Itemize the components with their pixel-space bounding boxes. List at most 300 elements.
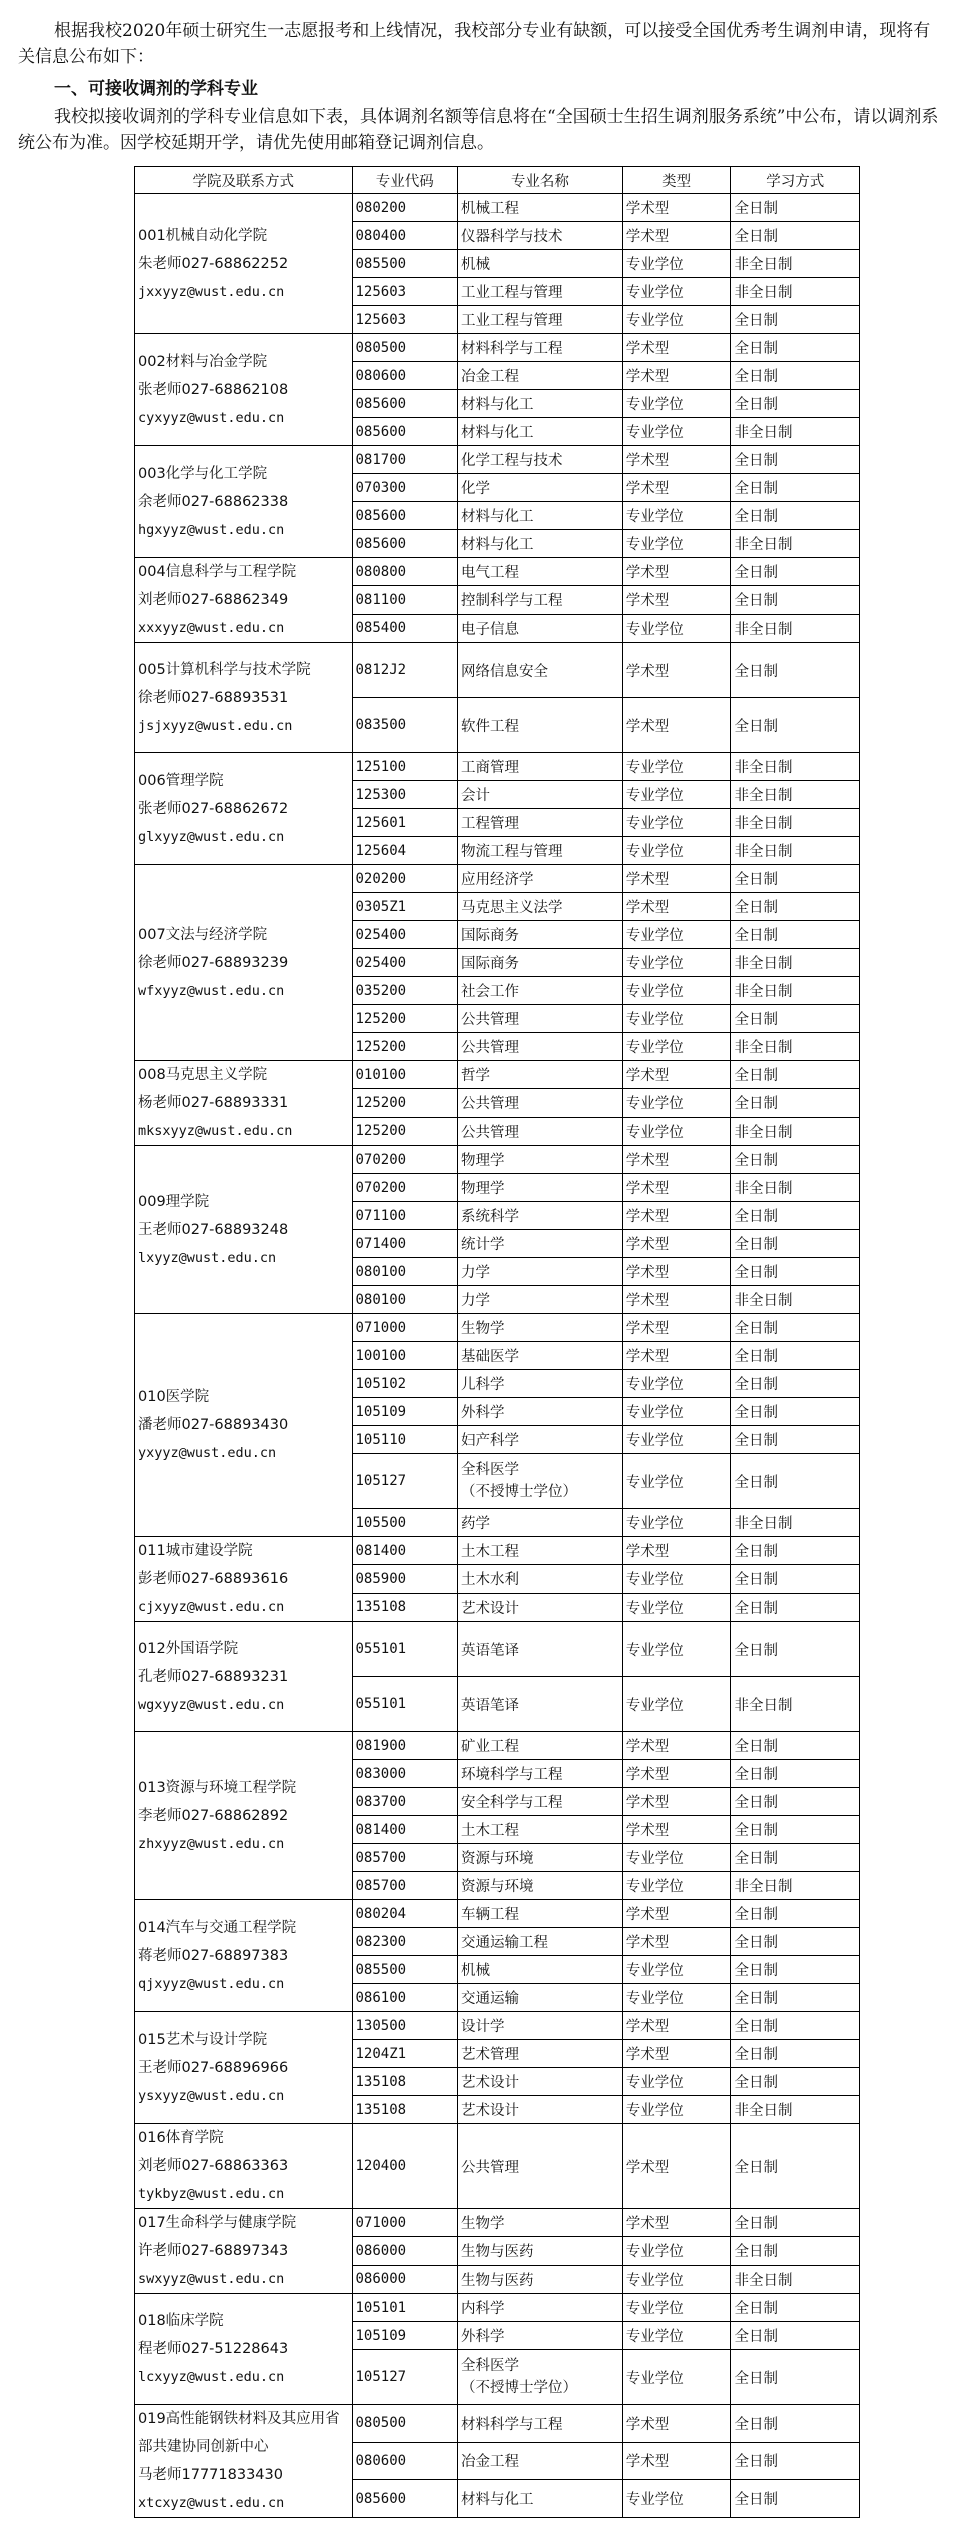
college-contact-cell — [135, 1900, 353, 2012]
major-type-cell: 专业学位 — [622, 1454, 731, 1509]
major-code-cell: 080100 — [352, 1258, 457, 1286]
major-code-cell: 081900 — [352, 1732, 457, 1760]
major-type-cell: 专业学位 — [622, 1872, 731, 1900]
study-mode-cell: 全日制 — [731, 1230, 860, 1258]
major-code-cell: 070300 — [352, 474, 457, 502]
major-name-cell: 公共管理 — [457, 1117, 622, 1145]
college-name: 006管理学院 — [138, 772, 224, 789]
major-name-cell: 交通运输 — [457, 1984, 622, 2012]
major-type-cell: 学术型 — [622, 698, 731, 753]
contact-email[interactable]: lxyyz@wust.edu.cn — [138, 1249, 277, 1266]
major-type-cell: 专业学位 — [622, 977, 731, 1005]
college-contact-cell — [135, 1537, 353, 1622]
major-code-cell: 085600 — [352, 390, 457, 418]
major-code-cell: 085500 — [352, 250, 457, 278]
major-name-cell: 艺术设计 — [457, 2096, 622, 2124]
major-type-cell: 专业学位 — [622, 949, 731, 977]
major-name-cell: 哲学 — [457, 1061, 622, 1089]
major-code-cell: 071100 — [352, 1202, 457, 1230]
major-type-cell: 学术型 — [622, 2012, 731, 2040]
major-type-cell: 学术型 — [622, 1732, 731, 1760]
major-code-cell: 125604 — [352, 837, 457, 865]
major-name-cell: 生物学 — [457, 2209, 622, 2237]
major-type-cell: 学术型 — [622, 362, 731, 390]
contact-email[interactable]: hgxyyz@wust.edu.cn — [138, 521, 285, 538]
major-name-cell: 材料与化工 — [457, 2480, 622, 2518]
table-row — [135, 753, 860, 781]
major-name-cell: 电子信息 — [457, 614, 622, 642]
study-mode-cell: 全日制 — [731, 1146, 860, 1174]
study-mode-cell: 全日制 — [731, 194, 860, 222]
contact-phone: 张老师027-68862672 — [138, 800, 289, 817]
major-type-cell: 学术型 — [622, 1174, 731, 1202]
study-mode-cell: 全日制 — [731, 1760, 860, 1788]
contact-email[interactable]: cyxyyz@wust.edu.cn — [138, 409, 285, 426]
major-name-cell: 化学工程与技术 — [457, 446, 622, 474]
college-contact-cell — [135, 2209, 353, 2294]
study-mode-cell: 全日制 — [731, 2237, 860, 2265]
major-name-cell: 国际商务 — [457, 921, 622, 949]
study-mode-cell: 全日制 — [731, 1061, 860, 1089]
major-type-cell: 学术型 — [622, 1314, 731, 1342]
major-type-cell: 学术型 — [622, 1816, 731, 1844]
table-row — [135, 2405, 860, 2443]
contact-email[interactable]: glxyyz@wust.edu.cn — [138, 828, 285, 845]
contact-email[interactable]: zhxyyz@wust.edu.cn — [138, 1835, 285, 1852]
study-mode-cell: 全日制 — [731, 586, 860, 614]
study-mode-cell: 全日制 — [731, 502, 860, 530]
major-code-cell: 071000 — [352, 1314, 457, 1342]
major-type-cell: 学术型 — [622, 865, 731, 893]
study-mode-cell: 全日制 — [731, 1370, 860, 1398]
college-name: 016体育学院 — [138, 2130, 224, 2146]
major-code-cell: 070200 — [352, 1174, 457, 1202]
major-code-cell: 085600 — [352, 418, 457, 446]
major-type-cell: 学术型 — [622, 222, 731, 250]
study-mode-cell: 全日制 — [731, 2405, 860, 2443]
major-code-cell: 010100 — [352, 1061, 457, 1089]
contact-email[interactable]: ysxyyz@wust.edu.cn — [138, 2087, 285, 2104]
major-name-cell: 设计学 — [457, 2012, 622, 2040]
major-type-cell: 专业学位 — [622, 1033, 731, 1061]
contact-phone: 孔老师027-68893231 — [138, 1668, 289, 1685]
contact-email[interactable]: xtcxyz@wust.edu.cn — [138, 2495, 285, 2511]
major-type-cell: 学术型 — [622, 2405, 731, 2443]
major-code-cell: 085600 — [352, 502, 457, 530]
intro-paragraph: 根据我校2020年硕士研究生一志愿报考和上线情况，我校部分专业有缺额，可以接受全国优秀考生调剂申请，现将有关信息公布如下： — [18, 21, 931, 67]
major-name-cell: 系统科学 — [457, 1202, 622, 1230]
major-name-cell: 网络信息安全 — [457, 643, 622, 698]
major-code-cell: 081100 — [352, 586, 457, 614]
major-name-cell: 社会工作 — [457, 977, 622, 1005]
major-type-cell: 学术型 — [622, 1537, 731, 1565]
major-code-cell: 081700 — [352, 446, 457, 474]
major-type-cell: 学术型 — [622, 1230, 731, 1258]
contact-email[interactable]: jsjxyyz@wust.edu.cn — [138, 717, 293, 734]
college-name: 013资源与环境工程学院 — [138, 1779, 297, 1796]
major-name-cell: 公共管理 — [457, 1033, 622, 1061]
major-code-cell: 100100 — [352, 1342, 457, 1370]
major-code-cell: 125200 — [352, 1005, 457, 1033]
contact-phone: 彭老师027-68893616 — [138, 1571, 289, 1587]
college-name: 017生命科学与健康学院 — [138, 2215, 297, 2231]
major-code-cell: 055101 — [352, 1677, 457, 1732]
study-mode-cell: 全日制 — [731, 1928, 860, 1956]
major-name-cell: 控制科学与工程 — [457, 586, 622, 614]
major-type-cell: 专业学位 — [622, 1677, 731, 1732]
major-name-cell: 物流工程与管理 — [457, 837, 622, 865]
college-contact-cell — [135, 446, 353, 558]
major-type-cell: 专业学位 — [622, 1984, 731, 2012]
major-type-cell: 专业学位 — [622, 306, 731, 334]
table-row — [135, 2209, 860, 2237]
contact-email[interactable]: jxxyyz@wust.edu.cn — [138, 283, 285, 300]
contact-phone: 王老师027-68896966 — [138, 2059, 289, 2076]
major-name-cell: 英语笔译 — [457, 1677, 622, 1732]
major-code-cell: 025400 — [352, 949, 457, 977]
study-mode-cell: 全日制 — [731, 390, 860, 418]
major-type-cell: 学术型 — [622, 1928, 731, 1956]
contact-phone: 徐老师027-68893531 — [138, 689, 289, 706]
section-paragraph: 我校拟接收调剂的学科专业信息如下表，具体调剂名额等信息将在“全国硕士生招生调剂服务系统”中公布，请以调剂系统公布为准。因学校延期开学，请优先使用邮箱登记调剂信息。 — [18, 107, 939, 153]
study-mode-cell: 全日制 — [731, 446, 860, 474]
major-name-cell: 工业工程与管理 — [457, 306, 622, 334]
study-mode-cell: 全日制 — [731, 1732, 860, 1760]
contact-phone: 徐老师027-68893239 — [138, 954, 289, 971]
contact-email[interactable]: yxyyz@wust.edu.cn — [138, 1445, 277, 1461]
contact-phone: 朱老师027-68862252 — [138, 255, 289, 272]
major-name-cell: 会计 — [457, 781, 622, 809]
major-name-cell: 内科学 — [457, 2294, 622, 2322]
major-name-cell: 安全科学与工程 — [457, 1788, 622, 1816]
study-mode-cell: 全日制 — [731, 306, 860, 334]
major-type-cell: 专业学位 — [622, 1844, 731, 1872]
contact-email[interactable]: mksxyyz@wust.edu.cn — [138, 1123, 293, 1139]
major-name-cell: 化学 — [457, 474, 622, 502]
major-code-cell: 083500 — [352, 698, 457, 753]
major-code-cell: 020200 — [352, 865, 457, 893]
study-mode-cell: 全日制 — [731, 474, 860, 502]
major-code-cell: 085600 — [352, 2480, 457, 2518]
college-contact-cell — [135, 643, 353, 753]
study-mode-cell: 非全日制 — [731, 1872, 860, 1900]
study-mode-cell: 非全日制 — [731, 614, 860, 642]
major-name-cell: 仪器科学与技术 — [457, 222, 622, 250]
contact-phone: 许老师027-68897343 — [138, 2243, 289, 2259]
major-type-cell: 学术型 — [622, 2040, 731, 2068]
study-mode-cell: 全日制 — [731, 2294, 860, 2322]
contact-phone: 杨老师027-68893331 — [138, 1095, 289, 1111]
major-code-cell: 125603 — [352, 278, 457, 306]
major-code-cell: 130500 — [352, 2012, 457, 2040]
major-name-cell: 力学 — [457, 1258, 622, 1286]
contact-phone: 李老师027-68862892 — [138, 1807, 289, 1824]
table-row — [135, 558, 860, 586]
contact-phone: 王老师027-68893248 — [138, 1221, 289, 1238]
study-mode-cell: 全日制 — [731, 1454, 860, 1509]
major-code-cell: 086000 — [352, 2237, 457, 2265]
table-row — [135, 2012, 860, 2040]
major-name-cell: 电气工程 — [457, 558, 622, 586]
major-type-cell: 专业学位 — [622, 2350, 731, 2405]
study-mode-cell: 非全日制 — [731, 1174, 860, 1202]
major-code-cell: 055101 — [352, 1622, 457, 1677]
major-code-cell: 080100 — [352, 1286, 457, 1314]
major-name-cell: 全科医学 （不授博士学位） — [457, 2350, 622, 2405]
study-mode-cell: 全日制 — [731, 2040, 860, 2068]
contact-email[interactable]: xxxyyz@wust.edu.cn — [138, 620, 285, 636]
major-type-cell: 专业学位 — [622, 1370, 731, 1398]
study-mode-cell: 全日制 — [731, 2068, 860, 2096]
major-type-cell: 专业学位 — [622, 837, 731, 865]
study-mode-cell: 全日制 — [731, 893, 860, 921]
major-code-cell: 105109 — [352, 2322, 457, 2350]
college-name: 012外国语学院 — [138, 1640, 239, 1657]
contact-phone: 刘老师027-68862349 — [138, 592, 289, 608]
major-type-cell: 学术型 — [622, 643, 731, 698]
major-name-cell: 基础医学 — [457, 1342, 622, 1370]
college-contact-cell — [135, 865, 353, 1061]
major-type-cell: 专业学位 — [622, 753, 731, 781]
study-mode-cell: 非全日制 — [731, 809, 860, 837]
table-row — [135, 1061, 860, 1089]
college-name: 015艺术与设计学院 — [138, 2031, 268, 2048]
major-code-cell: 086000 — [352, 2265, 457, 2293]
major-code-cell: 1204Z1 — [352, 2040, 457, 2068]
major-code-cell: 125100 — [352, 753, 457, 781]
study-mode-cell: 全日制 — [731, 2350, 860, 2405]
contact-email[interactable]: cjxyyz@wust.edu.cn — [138, 1599, 285, 1615]
major-name-cell: 冶金工程 — [457, 362, 622, 390]
major-type-cell: 专业学位 — [622, 1398, 731, 1426]
study-mode-cell: 非全日制 — [731, 1509, 860, 1537]
major-type-cell: 专业学位 — [622, 390, 731, 418]
college-name: 007文法与经济学院 — [138, 926, 268, 943]
college-contact-cell — [135, 2124, 353, 2209]
college-name: 018临床学院 — [138, 2313, 224, 2329]
study-mode-cell: 全日制 — [731, 2322, 860, 2350]
major-name-cell: 艺术设计 — [457, 2068, 622, 2096]
major-type-cell: 专业学位 — [622, 1509, 731, 1537]
table-row — [135, 865, 860, 893]
major-type-cell: 专业学位 — [622, 1956, 731, 1984]
college-name: 010医学院 — [138, 1389, 210, 1405]
contact-email[interactable]: lcxyyz@wust.edu.cn — [138, 2369, 285, 2385]
major-name-cell: 外科学 — [457, 2322, 622, 2350]
major-name-cell: 艺术设计 — [457, 1593, 622, 1621]
college-contact-cell — [135, 558, 353, 643]
major-name-cell: 土木水利 — [457, 1565, 622, 1593]
college-contact-cell — [135, 1622, 353, 1732]
major-type-cell: 学术型 — [622, 334, 731, 362]
table-body — [135, 194, 860, 2518]
college-contact-cell — [135, 194, 353, 334]
major-type-cell: 学术型 — [622, 2442, 731, 2480]
major-type-cell: 专业学位 — [622, 278, 731, 306]
major-type-cell: 专业学位 — [622, 1426, 731, 1454]
study-mode-cell: 全日制 — [731, 1258, 860, 1286]
major-type-cell: 专业学位 — [622, 809, 731, 837]
study-mode-cell: 全日制 — [731, 1005, 860, 1033]
header-type: 类型 — [622, 167, 731, 194]
study-mode-cell: 非全日制 — [731, 949, 860, 977]
study-mode-cell: 非全日制 — [731, 1117, 860, 1145]
major-type-cell: 专业学位 — [622, 1117, 731, 1145]
major-code-cell: 125603 — [352, 306, 457, 334]
major-name-cell: 矿业工程 — [457, 1732, 622, 1760]
major-type-cell: 专业学位 — [622, 921, 731, 949]
study-mode-cell: 非全日制 — [731, 418, 860, 446]
major-code-cell: 135108 — [352, 2096, 457, 2124]
major-name-cell: 药学 — [457, 1509, 622, 1537]
major-name-cell: 力学 — [457, 1286, 622, 1314]
contact-email[interactable]: qjxyyz@wust.edu.cn — [138, 1975, 285, 1992]
study-mode-cell: 全日制 — [731, 2012, 860, 2040]
major-name-cell: 艺术管理 — [457, 2040, 622, 2068]
major-code-cell: 082300 — [352, 1928, 457, 1956]
major-type-cell: 专业学位 — [622, 502, 731, 530]
major-code-cell: 083700 — [352, 1788, 457, 1816]
study-mode-cell: 全日制 — [731, 1202, 860, 1230]
major-name-cell: 英语笔译 — [457, 1622, 622, 1677]
major-name-cell: 冶金工程 — [457, 2442, 622, 2480]
header-code: 专业代码 — [352, 167, 457, 194]
major-code-cell: 085700 — [352, 1872, 457, 1900]
study-mode-cell: 非全日制 — [731, 1286, 860, 1314]
major-code-cell: 135108 — [352, 2068, 457, 2096]
contact-email[interactable]: wfxyyz@wust.edu.cn — [138, 982, 285, 999]
major-name-cell: 环境科学与工程 — [457, 1760, 622, 1788]
table-row — [135, 194, 860, 222]
major-code-cell: 070200 — [352, 1146, 457, 1174]
major-name-cell: 资源与环境 — [457, 1844, 622, 1872]
study-mode-cell: 全日制 — [731, 2209, 860, 2237]
major-code-cell: 0812J2 — [352, 643, 457, 698]
study-mode-cell: 全日制 — [731, 1844, 860, 1872]
study-mode-cell: 全日制 — [731, 1593, 860, 1621]
college-name: 003化学与化工学院 — [138, 465, 268, 482]
major-code-cell: 085600 — [352, 530, 457, 558]
major-name-cell: 机械 — [457, 250, 622, 278]
major-type-cell: 学术型 — [622, 2209, 731, 2237]
major-type-cell: 学术型 — [622, 2124, 731, 2209]
study-mode-cell: 非全日制 — [731, 1677, 860, 1732]
study-mode-cell: 全日制 — [731, 334, 860, 362]
major-name-cell: 公共管理 — [457, 1005, 622, 1033]
major-name-cell: 外科学 — [457, 1398, 622, 1426]
major-code-cell: 071000 — [352, 2209, 457, 2237]
major-code-cell: 083000 — [352, 1760, 457, 1788]
study-mode-cell: 非全日制 — [731, 977, 860, 1005]
major-code-cell: 080800 — [352, 558, 457, 586]
college-name: 014汽车与交通工程学院 — [138, 1919, 297, 1936]
major-code-cell: 085700 — [352, 1844, 457, 1872]
major-code-cell: 085900 — [352, 1565, 457, 1593]
table-row — [135, 1146, 860, 1174]
college-contact-cell — [135, 1146, 353, 1314]
study-mode-cell: 全日制 — [731, 1565, 860, 1593]
contact-email[interactable]: wgxyyz@wust.edu.cn — [138, 1696, 285, 1713]
major-name-cell: 生物与医药 — [457, 2237, 622, 2265]
header-major: 专业名称 — [457, 167, 622, 194]
major-type-cell: 专业学位 — [622, 2237, 731, 2265]
table-row — [135, 1622, 860, 1677]
major-name-cell: 工业工程与管理 — [457, 278, 622, 306]
college-name: 005计算机科学与技术学院 — [138, 661, 311, 678]
study-mode-cell: 全日制 — [731, 1426, 860, 1454]
major-type-cell: 专业学位 — [622, 1005, 731, 1033]
major-type-cell: 专业学位 — [622, 2265, 731, 2293]
table-row — [135, 1314, 860, 1342]
table-row — [135, 643, 860, 698]
study-mode-cell: 非全日制 — [731, 2265, 860, 2293]
major-type-cell: 学术型 — [622, 1061, 731, 1089]
major-code-cell: 0305Z1 — [352, 893, 457, 921]
contact-phone: 程老师027-51228643 — [138, 2341, 289, 2357]
college-contact-cell — [135, 334, 353, 446]
study-mode-cell: 全日制 — [731, 865, 860, 893]
major-name-cell: 材料科学与工程 — [457, 2405, 622, 2443]
major-name-cell: 国际商务 — [457, 949, 622, 977]
table-row — [135, 1537, 860, 1565]
major-code-cell: 081400 — [352, 1816, 457, 1844]
college-name: 008马克思主义学院 — [138, 1067, 268, 1083]
majors-table — [134, 166, 860, 2518]
header-college: 学院及联系方式 — [135, 167, 353, 194]
college-name: 002材料与冶金学院 — [138, 353, 268, 370]
major-name-cell: 材料与化工 — [457, 502, 622, 530]
major-code-cell: 085400 — [352, 614, 457, 642]
major-code-cell: 105110 — [352, 1426, 457, 1454]
major-name-cell: 马克思主义法学 — [457, 893, 622, 921]
study-mode-cell: 全日制 — [731, 2480, 860, 2518]
section-heading: 一、可接收调剂的学科专业 — [54, 79, 258, 99]
study-mode-cell: 全日制 — [731, 1984, 860, 2012]
study-mode-cell: 全日制 — [731, 1398, 860, 1426]
table-row — [135, 1732, 860, 1760]
study-mode-cell: 全日制 — [731, 1342, 860, 1370]
major-code-cell: 135108 — [352, 1593, 457, 1621]
major-type-cell: 专业学位 — [622, 1593, 731, 1621]
major-code-cell: 080500 — [352, 334, 457, 362]
study-mode-cell: 全日制 — [731, 1816, 860, 1844]
college-contact-cell — [135, 2012, 353, 2124]
study-mode-cell: 非全日制 — [731, 753, 860, 781]
major-type-cell: 学术型 — [622, 1286, 731, 1314]
major-name-cell: 儿科学 — [457, 1370, 622, 1398]
major-code-cell: 125300 — [352, 781, 457, 809]
header-mode: 学习方式 — [731, 167, 860, 194]
table-header-row — [135, 167, 860, 194]
major-code-cell: 105127 — [352, 1454, 457, 1509]
study-mode-cell: 非全日制 — [731, 1033, 860, 1061]
major-name-cell: 软件工程 — [457, 698, 622, 753]
major-name-cell: 生物与医药 — [457, 2265, 622, 2293]
contact-email[interactable]: swxyyz@wust.edu.cn — [138, 2271, 285, 2287]
major-name-cell: 公共管理 — [457, 1089, 622, 1117]
major-name-cell: 公共管理 — [457, 2124, 622, 2209]
major-code-cell: 025400 — [352, 921, 457, 949]
study-mode-cell: 全日制 — [731, 2442, 860, 2480]
study-mode-cell: 非全日制 — [731, 781, 860, 809]
contact-email[interactable]: tykbyz@wust.edu.cn — [138, 2186, 285, 2202]
major-code-cell: 125200 — [352, 1089, 457, 1117]
major-type-cell: 学术型 — [622, 1788, 731, 1816]
major-type-cell: 专业学位 — [622, 2480, 731, 2518]
major-code-cell: 080204 — [352, 1900, 457, 1928]
major-code-cell: 105109 — [352, 1398, 457, 1426]
major-type-cell: 专业学位 — [622, 1622, 731, 1677]
